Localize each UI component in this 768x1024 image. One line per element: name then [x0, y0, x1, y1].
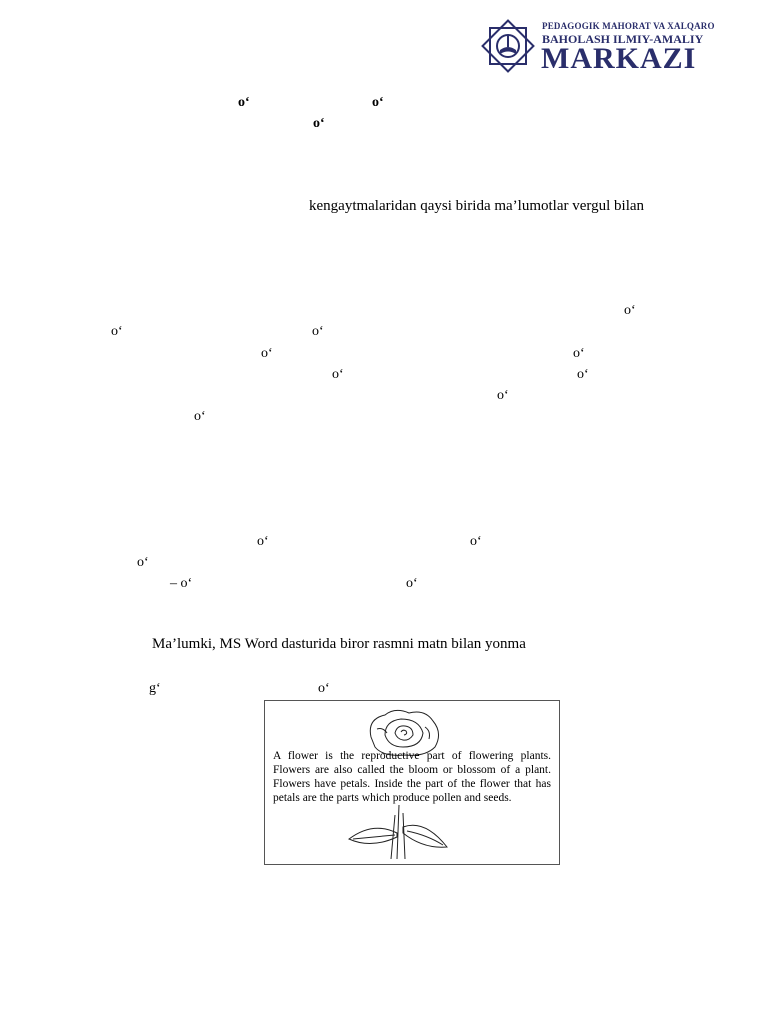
text-fragment: o‘	[577, 367, 589, 382]
text-fragment: o‘	[261, 346, 273, 361]
flower-figure	[264, 700, 560, 865]
logo-line-1: PEDAGOGIK MAHORAT VA XALQARO	[542, 21, 715, 31]
text-fragment: o‘	[332, 367, 344, 382]
text-fragment: o‘	[313, 116, 325, 131]
question-text-line: kengaytmalaridan qaysi birida ma’lumotlar vergul bilan	[309, 198, 645, 214]
text-fragment: o‘	[624, 303, 636, 318]
text-fragment: g‘	[149, 681, 161, 696]
emblem-icon	[478, 16, 538, 76]
text-fragment: o‘	[312, 324, 324, 339]
text-fragment: o‘	[573, 346, 585, 361]
text-fragment: o‘	[372, 95, 384, 110]
logo-line-2: BAHOLASH ILMIY-AMALIY	[542, 32, 704, 46]
text-fragment: o‘	[497, 388, 509, 403]
logo	[478, 16, 728, 76]
question-text-line: Ma’lumki, MS Word dasturida biror rasmni matn bilan yonma	[152, 636, 526, 652]
leaves-icon	[343, 805, 453, 861]
text-fragment: o‘	[137, 555, 149, 570]
text-fragment: o‘	[318, 681, 330, 696]
text-fragment: o‘	[257, 534, 269, 549]
logo-line-3: MARKAZI	[541, 42, 697, 75]
text-fragment: o‘	[238, 95, 250, 110]
text-fragment: o‘	[406, 576, 418, 591]
text-fragment: – o‘	[170, 576, 193, 591]
text-fragment: o‘	[194, 409, 206, 424]
figure-text: A flower is the reproductive part of flowering plants. Flowers are also called the bloom or blossom of a plant. Flowers have petals. Inside the part of the flower that has petals are the parts which produce pollen and seeds.	[273, 750, 551, 804]
text-fragment: o‘	[111, 324, 123, 339]
text-fragment: o‘	[470, 534, 482, 549]
